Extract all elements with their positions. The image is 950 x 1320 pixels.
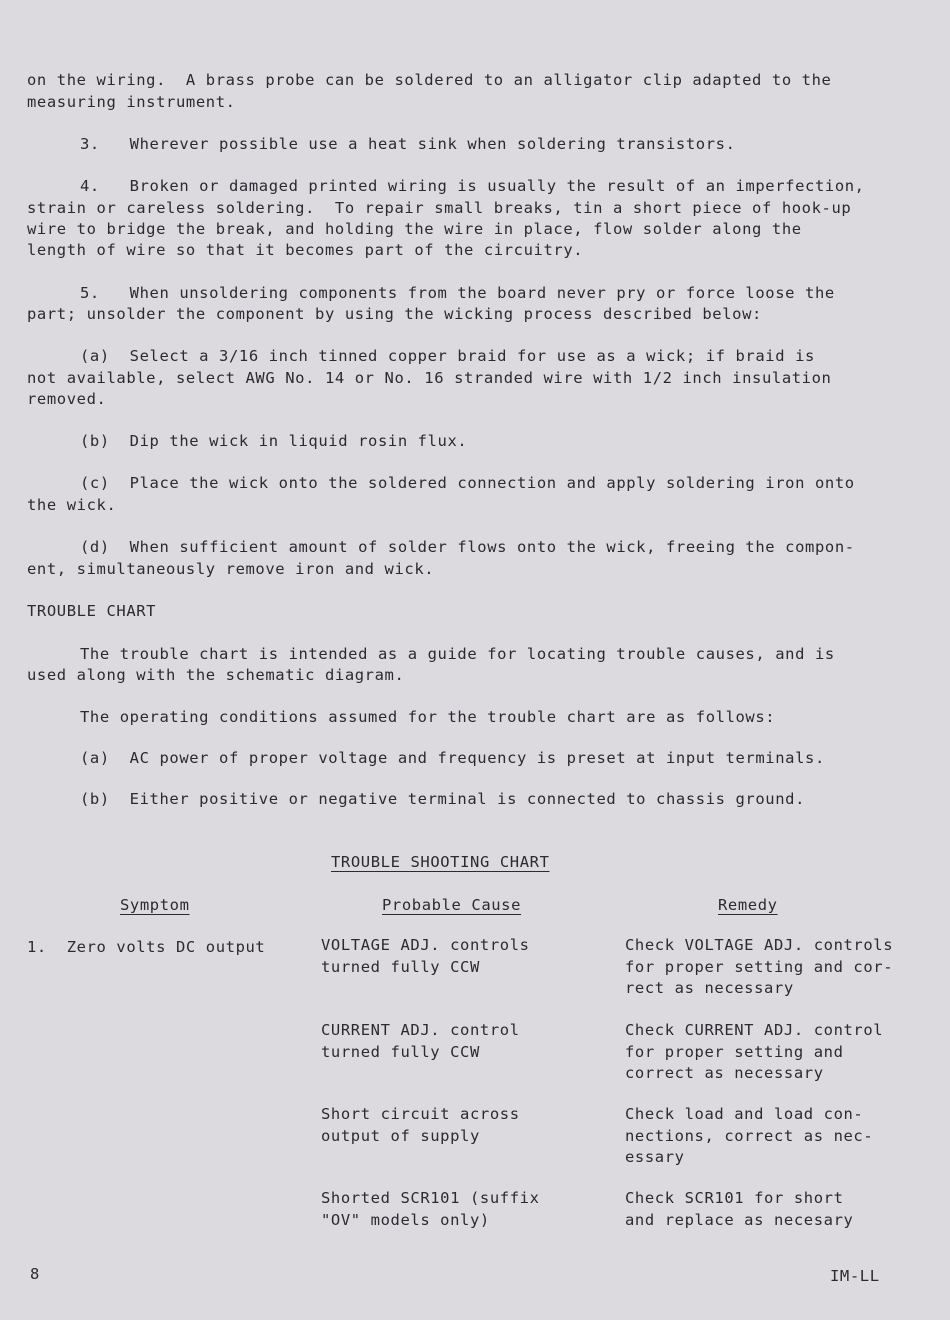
paragraph-line: removed. (27, 390, 107, 408)
table-title: TROUBLE SHOOTING CHART (331, 853, 550, 871)
page-number: 8 (30, 1265, 40, 1283)
cause-cell: Shorted SCR101 (suffix "OV" models only) (321, 1189, 540, 1229)
column-header-symptom: Symptom (120, 896, 190, 914)
substep-d-line: (d) When sufficient amount of solder flows onto the wick, freeing the compon- (80, 538, 855, 556)
step-4-line: 4. Broken or damaged printed wiring is usually the result of an imperfection, (80, 177, 865, 195)
paragraph-line: wire to bridge the break, and holding the wire in place, flow solder along the (27, 220, 802, 238)
remedy-cell: Check CURRENT ADJ. control for proper setting and correct as necessary (625, 1021, 884, 1082)
paragraph-line: the wick. (27, 496, 117, 514)
column-header-remedy: Remedy (718, 896, 778, 914)
symptom-cell: 1. Zero volts DC output (27, 938, 266, 956)
paragraph-line: not available, select AWG No. 14 or No. 16 stranded wire with 1/2 inch insulation (27, 369, 832, 387)
document-id: IM-LL (830, 1267, 880, 1285)
condition-a: (a) AC power of proper voltage and frequency is preset at input terminals. (80, 749, 825, 767)
paragraph-line: strain or careless soldering. To repair small breaks, tin a short piece of hook-up (27, 199, 852, 217)
substep-b: (b) Dip the wick in liquid rosin flux. (80, 432, 468, 450)
remedy-cell: Check VOLTAGE ADJ. controls for proper setting and cor- rect as necessary (625, 936, 894, 997)
remedy-cell: Check load and load con- nections, correct as nec- essary (625, 1105, 874, 1166)
paragraph-line: length of wire so that it becomes part of the circuitry. (27, 241, 584, 259)
cause-cell: VOLTAGE ADJ. controls turned fully CCW (321, 936, 530, 976)
substep-a-line: (a) Select a 3/16 inch tinned copper braid for use as a wick; if braid is (80, 347, 815, 365)
paragraph-line: The operating conditions assumed for the trouble chart are as follows: (80, 708, 776, 726)
paragraph-line: used along with the schematic diagram. (27, 666, 405, 684)
column-header-cause: Probable Cause (382, 896, 522, 914)
step-3: 3. Wherever possible use a heat sink when soldering transistors. (80, 135, 736, 153)
step-5-line: 5. When unsoldering components from the board never pry or force loose the (80, 284, 835, 302)
substep-c-line: (c) Place the wick onto the soldered connection and apply soldering iron onto (80, 474, 855, 492)
remedy-cell: Check SCR101 for short and replace as necesary (625, 1189, 854, 1229)
paragraph-line: on the wiring. A brass probe can be soldered to an alligator clip adapted to the (27, 71, 832, 89)
paragraph-line: part; unsolder the component by using the wicking process described below: (27, 305, 762, 323)
paragraph-line: measuring instrument. (27, 93, 236, 111)
paragraph-line: The trouble chart is intended as a guide for locating trouble causes, and is (80, 645, 835, 663)
section-heading: TROUBLE CHART (27, 602, 157, 620)
cause-cell: Short circuit across output of supply (321, 1105, 520, 1145)
cause-cell: CURRENT ADJ. control turned fully CCW (321, 1021, 520, 1061)
paragraph-line: ent, simultaneously remove iron and wick. (27, 560, 435, 578)
condition-b: (b) Either positive or negative terminal is connected to chassis ground. (80, 790, 806, 808)
